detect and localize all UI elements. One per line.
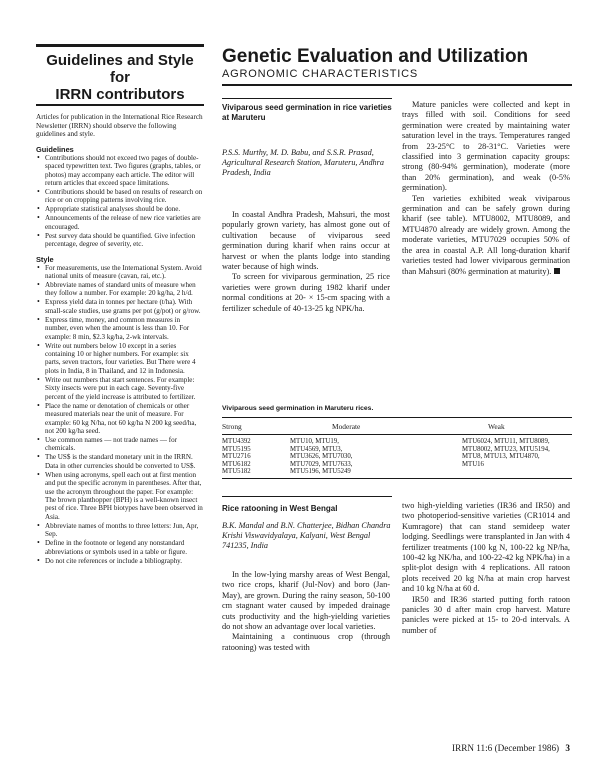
article2-paragraph: IR50 and IR36 started putting forth ratoon panicles 30 d after main crop harvest. Mature panicles were picked at 15- to 20-d intervals. A number of bbox=[402, 594, 570, 635]
guideline-item: • Pest survey data should be quantified. Give infection percentage, degree of severity, etc. bbox=[36, 232, 204, 249]
table-header-weak: Weak bbox=[488, 422, 505, 431]
article1-top-rule bbox=[222, 98, 392, 99]
end-of-article-mark bbox=[554, 268, 560, 274]
style-item: • Abbreviate names of months to three letters: Jun, Apr, Sep. bbox=[36, 522, 204, 539]
article1-authors: P.S.S. Murthy, M. D. Babu, and S.S.R. Prasad, Agricultural Research Station, Maruteru, Andhra Pradesh, India bbox=[222, 148, 384, 178]
table-cell: MTU5196, MTU5249 bbox=[290, 468, 351, 476]
article2-paragraph: In the low-lying marshy areas of West Bengal, two rice crops, kharif (Jul-Nov) and boro (Jan-May), are grown. During the rainy season, 50-100 cm stagnant water caused by impeded drainage cuts productivity and the high-yielding varieties do not show an advantage over local varieties. bbox=[222, 570, 390, 632]
article1-col2 bbox=[402, 100, 570, 277]
sidebar-title-line: Guidelines and Style bbox=[46, 52, 194, 69]
table-cell: MTU6182 bbox=[222, 460, 251, 468]
table-caption: Viviparous seed germination in Maruteru rices. bbox=[222, 405, 374, 412]
guideline-item: • Announcements of the release of new rice varieties are encouraged. bbox=[36, 214, 204, 231]
sidebar-bottom-rule bbox=[36, 104, 204, 106]
guidelines-heading: Guidelines bbox=[36, 144, 74, 154]
article2-top-rule bbox=[222, 496, 392, 497]
style-item: • For measurements, use the International System. Avoid national units of measure (cavan, rai, etc.). bbox=[36, 264, 204, 281]
table-bottom-rule bbox=[222, 478, 572, 479]
style-item: • The US$ is the standard monetary unit in the IRRN. Data in other currencies should be converted to US$. bbox=[36, 453, 204, 470]
sidebar-title bbox=[36, 52, 204, 103]
article1-paragraph: Mature panicles were collected and kept in trays filled with soil. Conditions for seed germination were created by maintaining water saturation level in the trays. Temperatures ranged from 23-25°C to 28-31°C. Varieties were classified into 3 germination capacity groups: strong (80-94% germination), moderate (more than 20% germination), and weak (0-5% germination). bbox=[402, 100, 570, 193]
page-number: 3 bbox=[565, 743, 570, 753]
table-cell: MTU7029, MTU7633, bbox=[290, 460, 353, 468]
table-cell: MTU16 bbox=[462, 460, 484, 468]
sidebar-intro: Articles for publication in the International Rice Research Newsletter (IRRN) should observe the following guidelines and style. bbox=[36, 113, 203, 139]
table-header-rule bbox=[222, 434, 572, 435]
sidebar-top-rule bbox=[36, 44, 204, 47]
table-col-weak bbox=[462, 438, 572, 468]
journal-issue: IRRN 11:6 (December 1986) bbox=[452, 743, 560, 753]
article2-paragraph: two high-yielding varieties (IR36 and IR50) and two photoperiod-sensitive varieties (CR1014 and Kumragore) that can stand semideep water lodging. Seedlings were transplanted in Jan with 4 fertilizer treatments (100 kg N, 100-22 kg NP/ha, 100-42 kg NK/ha, and 100-22-42 kg NPK/ha) in a split-plot design with 4 replications. All ratoon plots received 20 kg N/ha at main crop harvest and 10 kg N/ha at 60 d. bbox=[402, 501, 570, 594]
style-item: • Write out numbers below 10 except in a series containing 10 or higher numbers. For example: six parts, seven tractors, four varieties. But There were 4 plots in India, 8 in Thailand, and 12 in Indonesia. bbox=[36, 342, 204, 376]
table-header-strong: Strong bbox=[222, 422, 242, 431]
sidebar-title-line: IRRN contributors bbox=[55, 86, 185, 103]
header-rule bbox=[222, 84, 572, 86]
article1-paragraph: In coastal Andhra Pradesh, Mahsuri, the most popularly grown variety, has almost gone out of cultivation because of viviparous seed germination during kharif when rains occur at harvest or when the plants lodge into standing water because of high winds. bbox=[222, 210, 390, 272]
style-item: • Express time, money, and common measures in number, even when the amount is less than 10. For example: 8 min, $2.3 kg/ha, 2-wk intervals. bbox=[36, 316, 204, 341]
article1-title: Viviparous seed germination in rice varieties at Maruteru bbox=[222, 103, 392, 122]
style-item: • Write out numbers that start sentences. For example: Sixty insects were put in each cage. Seventy-five percent of the yield increase is attributed to fertilizer. bbox=[36, 376, 204, 401]
guidelines-list bbox=[36, 154, 204, 249]
article2-paragraph: Maintaining a continuous crop (through ratooning) was tested with bbox=[222, 632, 390, 652]
section-subtitle: AGRONOMIC CHARACTERISTICS bbox=[222, 68, 419, 80]
sidebar-title-line: for bbox=[110, 69, 130, 86]
article2-authors: B.K. Mandal and B.N. Chatterjee, Bidhan Chandra Krishi Viswavidyalaya, Kalyani, West Bengal 741235, India bbox=[222, 521, 391, 551]
table-cell: MTU5195 bbox=[222, 445, 251, 453]
style-item: • Do not cite references or include a bibliography. bbox=[36, 557, 204, 565]
table-cell: MTU5182 bbox=[222, 468, 251, 476]
sidebar-body bbox=[36, 113, 204, 566]
style-item: • Use common names — not trade names — for chemicals. bbox=[36, 436, 204, 453]
style-item: • Define in the footnote or legend any nonstandard abbreviations or symbols used in a table or figure. bbox=[36, 539, 204, 556]
guideline-item: • Contributions should be based on results of research on rice or on cropping patterns involving rice. bbox=[36, 188, 204, 205]
page-footer bbox=[400, 743, 570, 754]
article1-col1 bbox=[222, 210, 390, 314]
table-col-moderate bbox=[290, 438, 430, 476]
article2-col2 bbox=[402, 501, 570, 636]
table-top-rule bbox=[222, 417, 572, 418]
article1-paragraph bbox=[402, 194, 570, 277]
style-heading: Style bbox=[36, 254, 54, 264]
style-item: • Place the name or denotation of chemicals or other measured materials near the unit of measure. For example: 60 kg N/ha, not 60 kg/ha N 200 kg seed/ha, not 200 kg/ha seed. bbox=[36, 402, 204, 436]
table-cell: MTU6024, MTU11, MTU8089, bbox=[462, 438, 550, 445]
style-item: • Abbreviate names of standard units of measure when they follow a number. For example: 20 kg/ha, 2 h/d. bbox=[36, 281, 204, 298]
article1-last-paragraph-text: Ten varieties exhibited weak viviparous germination and can be safely grown during kharif (see table). MTU8002, MTU8089, and MTU4870 already are widely grown. Among the moderate varieties, MTU7029 occupies 50% of the area in coastal A.P. All long-duration kharif varieties tested had lower viviparous germination than Mahsuri (80% germination at maturity). bbox=[402, 193, 570, 276]
table-cell: MTU2716 bbox=[222, 453, 251, 461]
table-cell: MTU4569, MTU3, bbox=[290, 445, 343, 453]
style-list bbox=[36, 264, 204, 565]
table-cell: MTU8, MTU13, MTU4870, bbox=[462, 453, 540, 461]
guideline-item: • Appropriate statistical analyses should be done. bbox=[36, 205, 204, 213]
article2-title: Rice ratooning in West Bengal bbox=[222, 504, 338, 513]
style-item: • When using acronyms, spell each out at first mention and put the specific acronym in parentheses. After that, use the acronym throughout the paper. For example: The brown planthopper (BPH) is a well-known insect pest of rice. Three BPH biotypes have been observed in Asia. bbox=[36, 471, 204, 521]
table-cell: MTU10, MTU19, bbox=[290, 438, 339, 445]
table-cell: MTU4392 bbox=[222, 438, 251, 445]
article2-col1 bbox=[222, 570, 390, 653]
table-header-moderate: Moderate bbox=[332, 422, 361, 431]
section-title: Genetic Evaluation and Utilization bbox=[222, 46, 529, 67]
article1-paragraph: To screen for viviparous germination, 25 rice varieties were grown during 1982 kharif under normal conditions at 20- × 15-cm spacing with a fertilizer schedule of 40-13-25 kg NPK/ha. bbox=[222, 272, 390, 313]
table-cell: MTU8002, MTU23, MTU5194, bbox=[462, 445, 550, 453]
style-item: • Express yield data in tonnes per hectare (t/ha). With small-scale studies, use grams per pot (g/pot) or g/row. bbox=[36, 298, 204, 315]
guideline-item: • Contributions should not exceed two pages of double-spaced typewritten text. Two figures (graphs, tables, or photos) may accompany each article. The editor will return articles that exceed space limitations. bbox=[36, 154, 204, 188]
table-cell: MTU3626, MTU7030, bbox=[290, 453, 353, 461]
